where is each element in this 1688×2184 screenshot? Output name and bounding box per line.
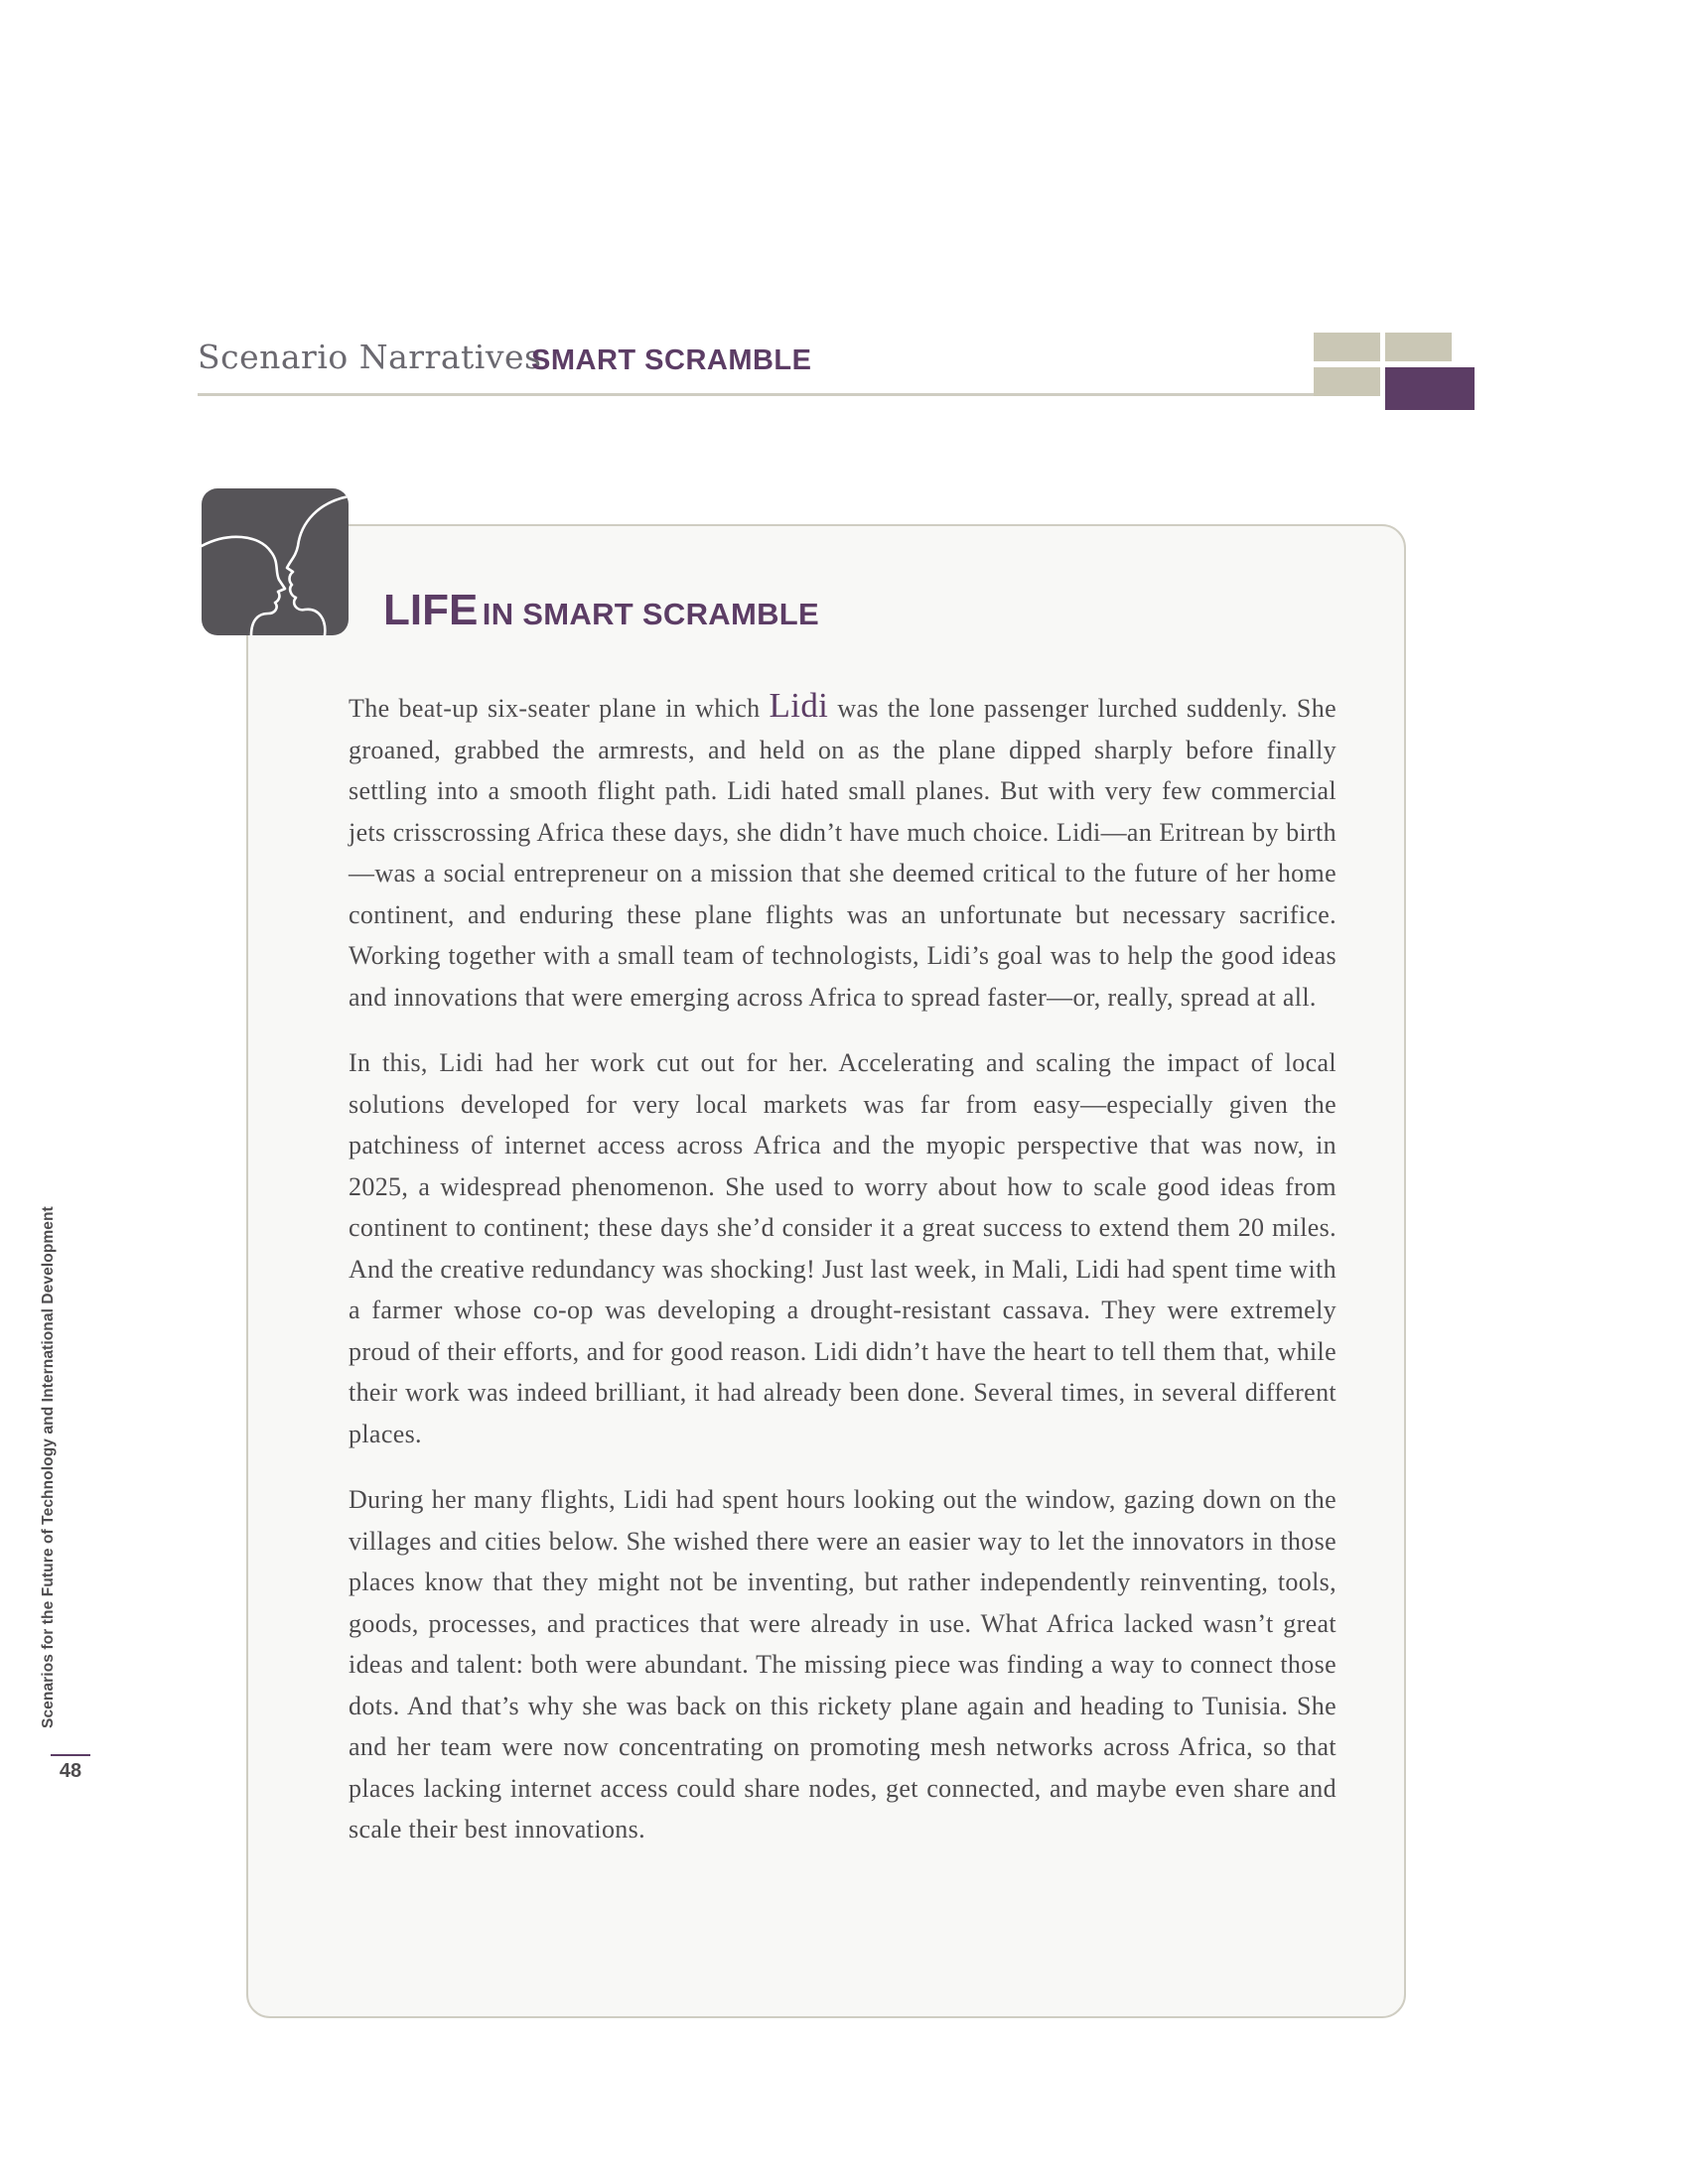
header-block-tan-top-left — [1314, 333, 1380, 361]
story-paragraph-1 — [349, 685, 1336, 1018]
publication-title: Scenarios for the Future of Technology and International Development — [40, 1206, 57, 1728]
header-block-purple — [1385, 367, 1475, 410]
section-label: Scenario Narratives — [198, 338, 542, 376]
header-block-tan-top-right — [1385, 333, 1452, 361]
scenario-title: SMART SCRAMBLE — [531, 344, 812, 376]
character-name: Lidi — [769, 686, 829, 725]
page-number: 48 — [59, 1760, 82, 1782]
story-title-lead: LIFE — [383, 586, 479, 634]
page-number-divider — [51, 1754, 90, 1756]
story-title-rest: IN SMART SCRAMBLE — [482, 597, 819, 631]
story-title — [383, 584, 819, 647]
paragraph-1-lead: The beat-up six-seater plane in which — [349, 694, 761, 723]
header-divider — [198, 393, 1369, 396]
story-paragraph-3: During her many flights, Lidi had spent hours looking out the window, gazing down on the villages and cities below. She wished there were an easier way to let the innovators in those places know that they might not be inventing, but rather independently reinventing, tools, goods, processes, and practices that were already in use. What Africa lacked wasn’t great ideas and talent: both were abundant. The missing piece was finding a way to connect those dots. And that’s why she was back on this rickety plane again and heading to Tunisia. She and her team were now concentrating on promoting mesh networks across Africa, so that places lacking internet access could share nodes, get connected, and maybe even share and scale their best innovations. — [349, 1485, 1336, 1843]
story-paragraph-2: In this, Lidi had her work cut out for her. Accelerating and scaling the impact of local solutions developed for very local markets was far from easy—especially given the patchiness of internet access across Africa and the myopic perspective that was now, in 2025, a widespread phenomenon. She used to worry about how to scale good ideas from continent to continent; these days she’d consider it a great success to extend them 20 miles. And the creative redundancy was shocking! Just last week, in Mali, Lidi had spent time with a farmer whose co-op was developing a drought-resistant cassava. They were extremely proud of their efforts, and for good reason. Lidi didn’t have the heart to tell them that, while their work was indeed brilliant, it had already been done. Several times, in several different places. — [349, 1048, 1336, 1448]
story-body — [349, 685, 1336, 1875]
two-faces-profile-icon — [202, 488, 349, 635]
header-block-tan-bottom-left — [1314, 367, 1380, 396]
paragraph-1-text: was the lone passenger lurched suddenly. She groaned, grabbed the armrests, and held on as the plane dipped sharply before finally settling into a smooth flight path. Lidi hated small planes. But with very few commercial jets crisscrossing Africa these days, she didn’t have much choice. Lidi—an Eritrean by birth—was a social entrepreneur on a mission that she deemed critical to the future of her home continent, and enduring these plane flights was an unfortunate but necessary sacrifice. Working together with a small team of technologists, Lidi’s goal was to help the good ideas and innovations that were emerging across Africa to spread faster—or, really, spread at all. — [349, 694, 1336, 1012]
